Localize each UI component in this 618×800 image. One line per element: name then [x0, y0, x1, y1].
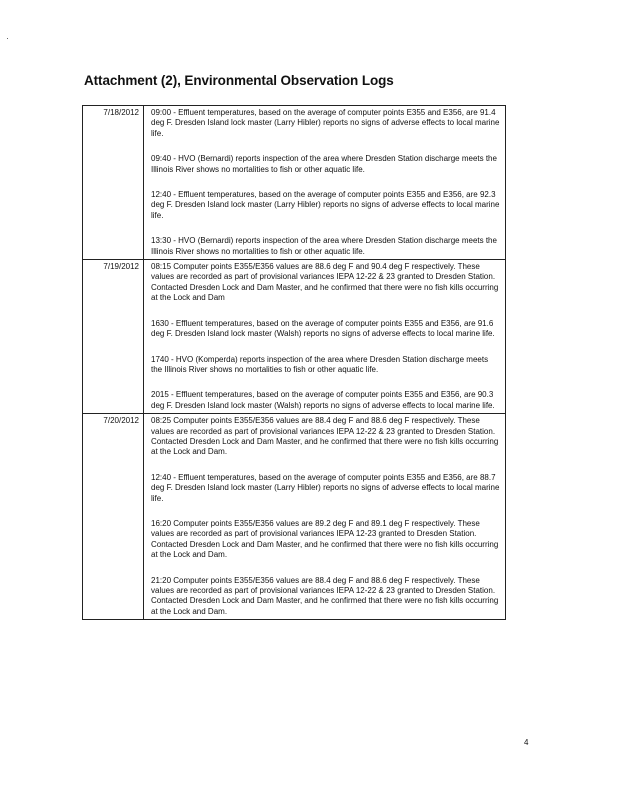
- table-row: [83, 414, 506, 620]
- log-entry: 21:20 Computer points E355/E356 values are 88.4 deg F and 88.6 deg F respectively. These values are recorded as part of provisional variances IEPA 12-22 & 23 granted to Dresden Station. Contacted Dresden Lock and Dam Master, and he confirmed that there were no fish kills occurring at the Lock and Dam.: [151, 575, 499, 616]
- scan-speck: [7, 38, 8, 39]
- log-entries: [144, 106, 506, 260]
- log-entry: 13:30 - HVO (Bernardi) reports inspection of the area where Dresden Station discharge meets the Illinois River shows no mortalities to fish or other aquatic life.: [151, 236, 497, 256]
- log-entry: 09:40 - HVO (Bernardi) reports inspection of the area where Dresden Station discharge meets the Illinois River shows no mortalities to fish or other aquatic life.: [151, 154, 497, 174]
- log-entry: 12:40 - Effluent temperatures, based on the average of computer points E355 and E356, are 92.3 deg F. Dresden Island lock master (Larry Hibler) reports no signs of adverse effects to local marine life.: [151, 190, 500, 220]
- observation-log-table: [82, 105, 506, 620]
- log-entry: 16:20 Computer points E355/E356 values are 89.2 deg F and 89.1 deg F respectively. These values are recorded as part of provisional variances IEPA 12-23 granted to Dresden Station. Contacted Dresden Lock and Dam Master, and he confirmed that there were no fish kills occurring at the Lock and Dam.: [151, 518, 499, 560]
- page-title: Attachment (2), Environmental Observation Logs: [84, 73, 394, 88]
- table-row: [83, 106, 506, 260]
- log-entry: 1740 - HVO (Komperda) reports inspection of the area where Dresden Station discharge meets the Illinois River shows no mortalities to fish or other aquatic life.: [151, 354, 489, 374]
- log-entries: [144, 260, 506, 414]
- log-entry: 08:15 Computer points E355/E356 values are 88.6 deg F and 90.4 deg F respectively. These values are recorded as part of provisional variances IEPA 12-22 & 23 granted to Dresden Station. Contacted Dresden Lock and Dam Master, and he confirmed that there were no fish kills occurring at the Lock and Dam: [151, 262, 499, 303]
- log-entry: 12:40 - Effluent temperatures, based on the average of computer points E355 and E356, are 88.7 deg F. Dresden Island lock master (Larry Hibler) reports no signs of adverse effects to local marine life.: [151, 472, 500, 503]
- log-entry: 08:25 Computer points E355/E356 values are 88.4 deg F and 88.6 deg F respectively. These values are recorded as part of provisional variances IEPA 12-22 & 23 granted to Dresden Station. Contacted Dresden Lock and Dam Master, and he confirmed that there were no fish kills occurring at the Lock and Dam.: [151, 416, 499, 457]
- log-date: 7/20/2012: [83, 414, 144, 620]
- log-entries: [144, 414, 506, 620]
- log-entry: 2015 - Effluent temperatures, based on the average of computer points E355 and E356, are 90.3 deg F. Dresden Island lock master (Walsh) reports no signs of adverse effects to local marine life.: [151, 390, 495, 410]
- log-date: 7/19/2012: [83, 260, 144, 414]
- log-date: 7/18/2012: [83, 106, 144, 260]
- log-entry: 09:00 - Effluent temperatures, based on the average of computer points E355 and E356, are 91.4 deg F. Dresden Island lock master (Larry Hibler) reports no signs of adverse effects to local marine life.: [151, 108, 500, 138]
- log-entry: 1630 - Effluent temperatures, based on the average of computer points E355 and E356, are 91.6 deg F. Dresden Island lock master (Walsh) reports no signs of adverse effects to local marine life.: [151, 318, 495, 339]
- table-row: [83, 260, 506, 414]
- page-number: 4: [524, 738, 529, 747]
